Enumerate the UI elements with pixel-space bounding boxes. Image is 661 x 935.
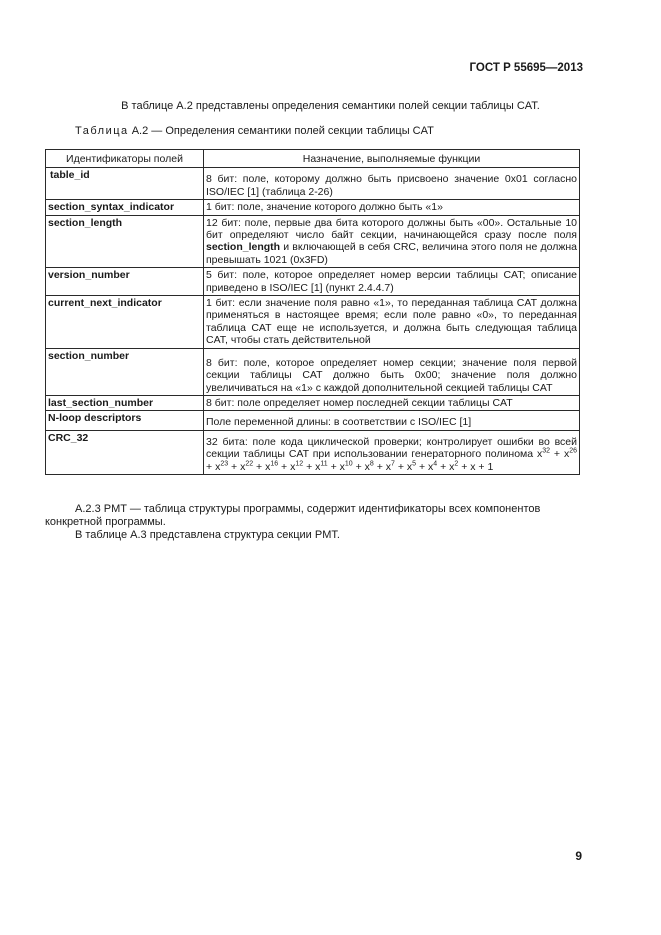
table-row [46, 395, 580, 410]
polynomial-exponent: 5 [412, 460, 417, 468]
polynomial-exponent: 23 [220, 460, 229, 468]
caption-title: Определения семантики полей секции таблицы CAT [165, 125, 434, 137]
intro-sentence: В таблице А.2 представлены определения семантики полей секции таблицы CAT. [121, 100, 540, 112]
paragraph-line: А.2.3 PMT — таблица структуры программы, содержит идентификаторы всех компонентов [75, 503, 541, 515]
polynomial-term: $x^8$ [364, 460, 374, 473]
desc-bold-term: section_length [206, 241, 281, 254]
polynomial-exponent: 16 [270, 460, 279, 468]
table-header-row [46, 150, 580, 168]
field-description: 8 бит: поле, которому должно быть присвоено значение 0x01 согласно ISO/IEC [1] (таблица 2-26) [204, 168, 580, 200]
paragraph-line: конкретной программы. [45, 516, 166, 528]
polynomial-exponent: 8 [369, 460, 374, 468]
polynomial-term: $x^4$ [428, 460, 438, 473]
table-row [46, 200, 580, 215]
table-row [46, 430, 580, 474]
column-header-identifiers: Идентификаторы полей [46, 150, 204, 168]
polynomial-exponent: 2 [454, 460, 459, 468]
polynomial-term: $x^{16}$ [265, 460, 279, 473]
paragraph-table-a3: В таблице А.3 представлена структура секции PMT. [75, 529, 340, 541]
table-row [46, 268, 580, 296]
field-name: section_length [46, 215, 204, 268]
table-row [46, 215, 580, 268]
caption-dash: — [151, 125, 163, 137]
paragraph-pmt [45, 503, 580, 529]
table-row [46, 168, 580, 200]
table-row [46, 296, 580, 349]
column-header-functions: Назначение, выполняемые функции [204, 150, 580, 168]
field-description: 5 бит: поле, которое определяет номер версии таблицы CAT; описание приведено в ISO/IEC [1] (пункт 2.4.4.7) [204, 268, 580, 296]
desc-part: 32 бита: поле кода циклической проверки; контролирует ошибки во всей секции таблицы CAT при использовании генераторного полинома x [206, 435, 577, 461]
polynomial-term: $x^{12}$ [290, 460, 304, 473]
polynomial-term: $x^{10}$ [339, 460, 353, 473]
semantics-table [45, 149, 580, 475]
field-name: section_syntax_indicator [46, 200, 204, 215]
polynomial-exponent: 10 [344, 460, 353, 468]
table-caption [75, 125, 434, 137]
polynomial-term: $x^{26}$ [563, 447, 577, 461]
polynomial-tail: + x + 1 [458, 460, 494, 473]
polynomial-exponent: 12 [295, 460, 304, 468]
field-name: current_next_indicator [46, 296, 204, 349]
caption-label: Таблица [75, 125, 129, 137]
field-description [204, 215, 580, 268]
polynomial-terms: $x^{26} + x^{23} + x^{22} + x^{16} + x^{12} + x^{11} + x^{10} + x^8 + x^7 + x^5 + x^4 + x^2$ [206, 447, 577, 473]
polynomial-exponent: 32 [542, 447, 551, 455]
polynomial-term: $x^7$ [385, 460, 395, 473]
field-name: N-loop descriptors [46, 411, 204, 430]
document-header: ГОСТ Р 55695—2013 [469, 62, 583, 74]
field-name: table_id [46, 168, 204, 200]
caption-number: А.2 [131, 125, 149, 137]
field-description: 32 бита: поле кода циклической проверки; контролирует ошибки во всей секции таблицы CAT при использовании генераторного полинома $x^{32} + x^{26} + x^{23} + x^{22} + x^{16} + x^{12} + x^{11} + x^{10} + x^8 + x^7 + x^5 + x^4 + x^2 + x + 1$ [204, 430, 580, 474]
polynomial-term: $x^2$ [449, 460, 459, 473]
polynomial-term: $x^{23}$ [215, 460, 229, 473]
field-name: last_section_number [46, 395, 204, 410]
desc-part: и включающей в себя CRC, величина этого поля не должна превышать 1021 (0x3FD) [206, 241, 577, 266]
field-name: section_number [46, 348, 204, 395]
polynomial-exponent: 4 [433, 460, 438, 468]
polynomial-term: $x^{22}$ [240, 460, 254, 473]
field-description: 1 бит: если значение поля равно «1», то переданная таблица CAT должна применяться в настоящее время; если поле равно «0», то переданная таблица CAT еще не используется, и должна быть следующая таблица CAT, чтобы стать действительной [204, 296, 580, 349]
page-number: 9 [575, 849, 582, 863]
field-name: CRC_32 [46, 430, 204, 474]
desc-part: 12 бит: поле, первые два бита которого должны быть «00». Остальные 10 бит определяют число байт секции, начинающейся сразу после поля [206, 216, 577, 242]
polynomial-exponent: 11 [320, 460, 328, 468]
polynomial-term: $x^{11}$ [315, 460, 328, 473]
table-row [46, 411, 580, 430]
field-description: 1 бит: поле, значение которого должно быть «1» [204, 200, 580, 215]
field-description: Поле переменной длины: в соответствии с ISO/IEC [1] [204, 411, 580, 430]
polynomial-term: $x^5$ [406, 460, 417, 473]
table-row [46, 348, 580, 395]
polynomial-exponent: 26 [569, 447, 577, 455]
polynomial-exponent: 7 [391, 460, 395, 468]
field-name: version_number [46, 268, 204, 296]
polynomial-exponent: 22 [245, 460, 254, 468]
field-description: 8 бит: поле, которое определяет номер секции; значение поля первой секции таблицы CAT должно быть 0x00; значение поля должно увеличиваться на «1» с каждой дополнительной секцией таблицы CAT [204, 348, 580, 395]
field-description: 8 бит: поле определяет номер последней секции таблицы CAT [204, 395, 580, 410]
